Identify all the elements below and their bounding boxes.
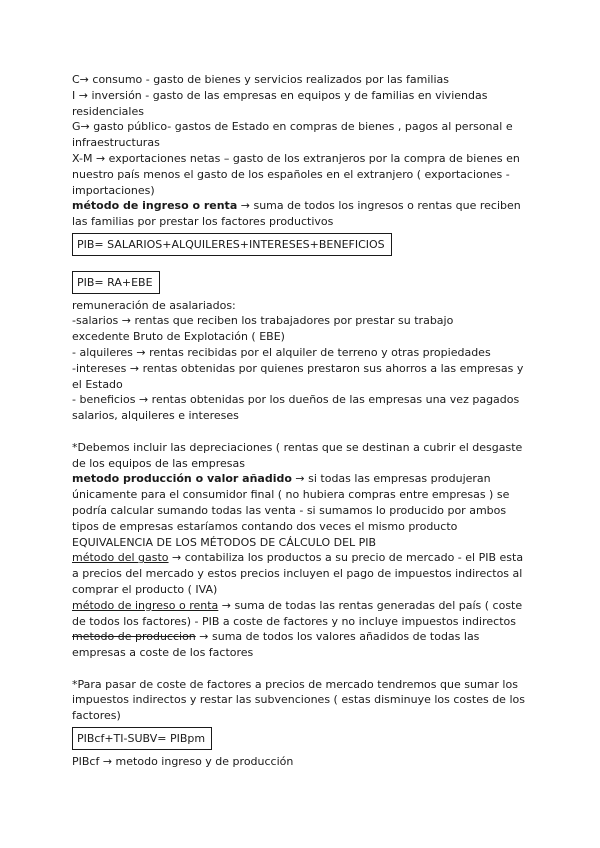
- term-strikethrough: metodo de produccion: [72, 630, 196, 644]
- text-line: -salarios → rentas que reciben los trabajadores por prestar su trabajo: [72, 314, 454, 328]
- term-definition: → suma de todas las rentas generadas del país ( coste de todos los factores) - PIB a coste de factores y no incluye impuestos indirectos: [72, 598, 523, 628]
- text-line: X-M → exportaciones netas – gasto de los extranjeros por la compra de bienes en nuestro país menos el gasto de los españoles en el extranjero ( exportaciones - importaciones): [72, 151, 520, 197]
- spacer: [72, 424, 530, 440]
- text-line: [72, 198, 530, 230]
- text-line: PIBcf → metodo ingreso y de producción: [72, 754, 294, 768]
- term-bold: metodo producción o valor añadido: [72, 472, 292, 486]
- term-definition: → suma de todos los valores añadidos de todas las empresas a coste de los factores: [72, 630, 480, 660]
- text-line: [72, 471, 530, 534]
- formula-box: PIB= SALARIOS+ALQUILERES+INTERESES+BENEFICIOS: [72, 233, 392, 256]
- text-line: -intereses → rentas obtenidas por quienes prestaron sus ahorros a las empresas y el Estado: [72, 361, 524, 391]
- formula-box: PIB= RA+EBE: [72, 271, 160, 294]
- text-line: excedente Bruto de Explotación ( EBE): [72, 330, 285, 344]
- section-heading: EQUIVALENCIA DE LOS MÉTODOS DE CÁLCULO DEL PIB: [72, 535, 377, 549]
- text-line: *Debemos incluir las depreciaciones ( rentas que se destinan a cubrir el desgaste de los equipos de las empresas: [72, 440, 523, 470]
- spacer: [72, 661, 530, 677]
- term-definition: → si todas las empresas produjeran únicamente para el consumidor final ( no hubiera compras entre empresas ) se podría calcular sumando todas las venta - si sumamos lo producido por ambos tipos de empresas estaríamos contando dos veces el mismo producto: [72, 472, 510, 533]
- formula-box: PIBcf+TI-SUBV= PIBpm: [72, 727, 212, 750]
- term-definition: → suma de todos los ingresos o rentas que reciben las familias por prestar los factores productivos: [72, 199, 521, 229]
- term-bold: método de ingreso o renta: [72, 199, 238, 213]
- term-underlined: método de ingreso o renta: [72, 598, 219, 612]
- text-line: - alquileres → rentas recibidas por el alquiler de terreno y otras propiedades: [72, 345, 491, 359]
- term-definition: → contabiliza los productos a su precio de mercado - el PIB esta a precios del mercado y estos precios incluyen el pago de impuestos indirectos al comprar el producto ( IVA): [72, 551, 524, 596]
- text-line: [72, 629, 530, 661]
- text-line: C→ consumo - gasto de bienes y servicios realizados por las familias: [72, 73, 450, 86]
- text-line: [72, 598, 530, 630]
- text-line: I → inversión - gasto de las empresas en equipos y de familias en viviendas residenciales: [72, 88, 488, 118]
- term-underlined: método del gasto: [72, 551, 169, 565]
- text-line: remuneración de asalariados:: [72, 298, 236, 312]
- text-line: G→ gasto público- gastos de Estado en compras de bienes , pagos al personal e infraestructuras: [72, 120, 513, 150]
- notes-content: [72, 72, 530, 770]
- text-line: *Para pasar de coste de factores a precios de mercado tendremos que sumar los impuestos indirectos y restar las subvenciones ( estas disminuye los costes de los factores): [72, 677, 525, 723]
- text-line: [72, 550, 530, 597]
- text-line: - beneficios → rentas obtenidas por los dueños de las empresas una vez pagados salarios, alquileres e intereses: [72, 393, 520, 423]
